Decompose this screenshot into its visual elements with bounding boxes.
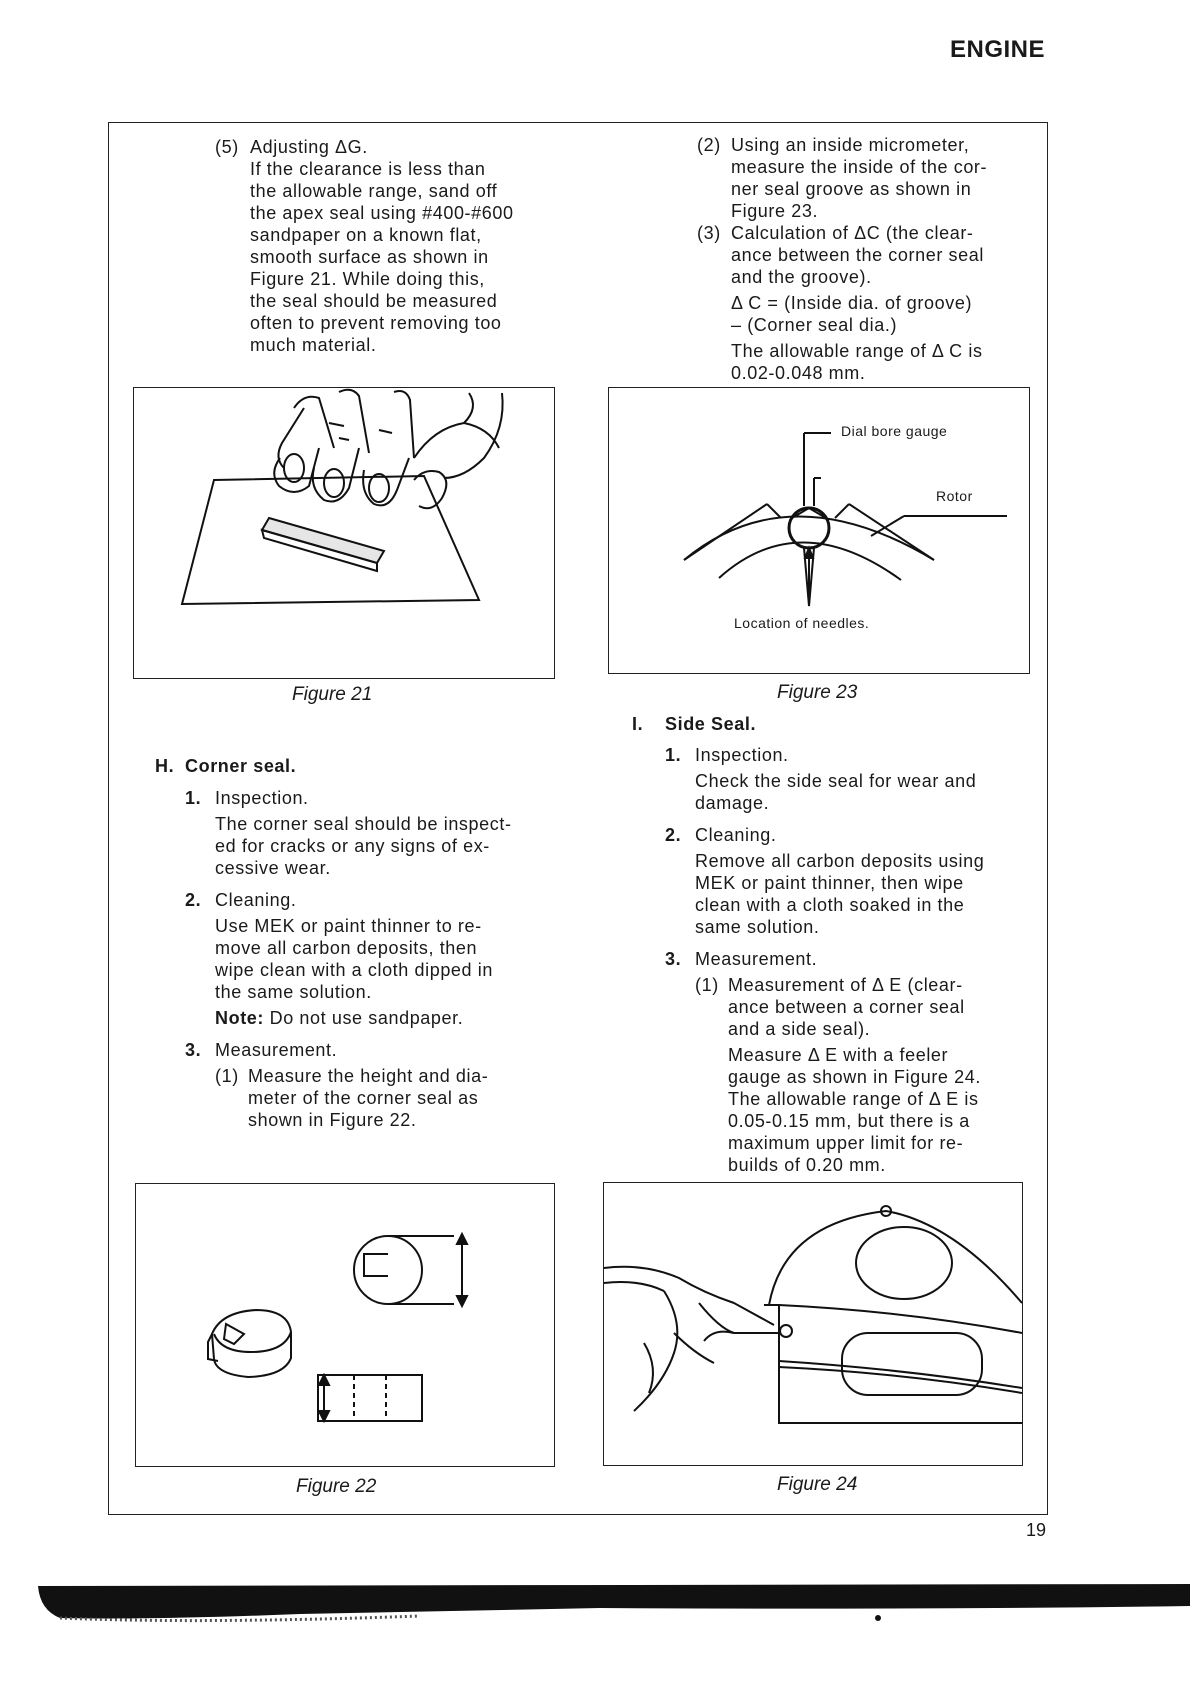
figure-22-caption: Figure 22 <box>296 1476 377 1497</box>
corner-cleaning-title: Cleaning. <box>215 890 297 910</box>
corner-cleaning-line: move all carbon deposits, then <box>215 938 478 958</box>
range-line: The allowable range of Δ C is <box>731 341 983 361</box>
adjust-section <box>215 136 540 356</box>
adjust-line: often to prevent removing too <box>250 313 502 333</box>
corner-inspection-line: ed for cracks or any signs of ex- <box>215 836 490 856</box>
calc-step-line: and the groove). <box>731 267 872 287</box>
corner-cleaning-note <box>215 1007 545 1029</box>
corner-measurement-sub-number: (1) <box>215 1066 239 1086</box>
corner-cleaning-line: the same solution. <box>215 982 372 1002</box>
corner-seal-dimension-illustration <box>136 1184 554 1466</box>
side-measurement-sub-number: (1) <box>695 975 719 995</box>
range-line: 0.02-0.048 mm. <box>731 363 866 383</box>
rotor-label: Rotor <box>936 488 973 504</box>
adjust-title: Adjusting ΔG. <box>250 137 368 157</box>
formula-line: – (Corner seal dia.) <box>731 315 898 335</box>
side-seal-letter: I. <box>632 714 644 734</box>
side-inspection-title: Inspection. <box>695 745 789 765</box>
calc-step-line: Calculation of ΔC (the clear- <box>731 223 974 243</box>
side-measurement-detail: The allowable range of Δ E is <box>728 1089 979 1109</box>
side-cleaning-line: same solution. <box>695 917 820 937</box>
side-seal-heading: Side Seal. <box>665 714 757 734</box>
figure-23 <box>608 387 1030 674</box>
side-measurement-detail: gauge as shown in Figure 24. <box>728 1067 981 1087</box>
corner-cleaning-line: Use MEK or paint thinner to re- <box>215 916 482 936</box>
note-text: Do not use sandpaper. <box>264 1008 464 1028</box>
needles-location-label: Location of needles. <box>734 615 870 631</box>
side-inspection-line: Check the side seal for wear and <box>695 771 977 791</box>
side-measurement-detail: builds of 0.20 mm. <box>728 1155 886 1175</box>
corner-measurement-line: meter of the corner seal as <box>248 1088 479 1108</box>
adjust-line: the apex seal using #400-#600 <box>250 203 514 223</box>
figure-23-caption: Figure 23 <box>777 682 858 703</box>
corner-measurement-line: Measure the height and dia- <box>248 1066 489 1086</box>
side-measurement-detail: maximum upper limit for re- <box>728 1133 964 1153</box>
side-inspection-number: 1. <box>665 745 682 765</box>
note-label: Note: <box>215 1008 264 1028</box>
side-measurement-number: 3. <box>665 949 682 969</box>
corner-inspection-number: 1. <box>185 788 202 808</box>
adjust-line: If the clearance is less than <box>250 159 486 179</box>
figure-24-caption: Figure 24 <box>777 1474 858 1495</box>
figure-21-caption: Figure 21 <box>292 684 373 705</box>
side-measurement-line: ance between a corner seal <box>728 997 965 1017</box>
corner-seal-section <box>155 755 545 1131</box>
adjust-line: sandpaper on a known flat, <box>250 225 482 245</box>
groove-step-line: ner seal groove as shown in <box>731 179 972 199</box>
adjust-line: smooth surface as shown in <box>250 247 489 267</box>
scan-edge-bar <box>0 1580 1190 1632</box>
corner-cleaning-line: wipe clean with a cloth dipped in <box>215 960 493 980</box>
groove-measurement-section <box>697 134 1022 384</box>
side-cleaning-line: clean with a cloth soaked in the <box>695 895 965 915</box>
figure-24 <box>603 1182 1023 1466</box>
corner-inspection-line: The corner seal should be inspect- <box>215 814 512 834</box>
feeler-gauge-illustration <box>604 1183 1022 1465</box>
side-cleaning-title: Cleaning. <box>695 825 777 845</box>
adjust-number: (5) <box>215 137 239 157</box>
page-number: 19 <box>1026 1520 1047 1540</box>
side-cleaning-number: 2. <box>665 825 682 845</box>
groove-step-line: measure the inside of the cor- <box>731 157 988 177</box>
corner-measurement-line: shown in Figure 22. <box>248 1110 417 1130</box>
groove-step-line: Using an inside micrometer, <box>731 135 970 155</box>
corner-measurement-title: Measurement. <box>215 1040 338 1060</box>
side-measurement-line: Measurement of Δ E (clear- <box>728 975 963 995</box>
adjust-line: the seal should be measured <box>250 291 498 311</box>
side-measurement-title: Measurement. <box>695 949 818 969</box>
adjust-line: the allowable range, sand off <box>250 181 498 201</box>
groove-step-number: (2) <box>697 135 721 155</box>
hand-sanding-illustration <box>134 388 554 678</box>
dial-bore-gauge-label: Dial bore gauge <box>841 423 948 439</box>
corner-seal-letter: H. <box>155 756 175 776</box>
side-inspection-line: damage. <box>695 793 770 813</box>
groove-step-line: Figure 23. <box>731 201 819 221</box>
figure-22 <box>135 1183 555 1467</box>
corner-seal-heading: Corner seal. <box>185 756 297 776</box>
side-measurement-detail: Measure Δ E with a feeler <box>728 1045 949 1065</box>
page-header-title: ENGINE <box>949 36 1045 63</box>
side-cleaning-line: Remove all carbon deposits using <box>695 851 985 871</box>
formula-line: Δ C = (Inside dia. of groove) <box>731 293 973 313</box>
calc-step-line: ance between the corner seal <box>731 245 984 265</box>
adjust-line: Figure 21. While doing this, <box>250 269 485 289</box>
side-cleaning-line: MEK or paint thinner, then wipe <box>695 873 964 893</box>
adjust-body <box>250 158 540 356</box>
side-measurement-detail: 0.05-0.15 mm, but there is a <box>728 1111 970 1131</box>
side-measurement-line: and a side seal). <box>728 1019 871 1039</box>
corner-inspection-line: cessive wear. <box>215 858 331 878</box>
corner-cleaning-number: 2. <box>185 890 202 910</box>
corner-inspection-title: Inspection. <box>215 788 309 808</box>
calc-step-number: (3) <box>697 223 721 243</box>
adjust-line: much material. <box>250 335 377 355</box>
figure-21 <box>133 387 555 679</box>
corner-measurement-number: 3. <box>185 1040 202 1060</box>
side-seal-section <box>632 713 1022 1176</box>
